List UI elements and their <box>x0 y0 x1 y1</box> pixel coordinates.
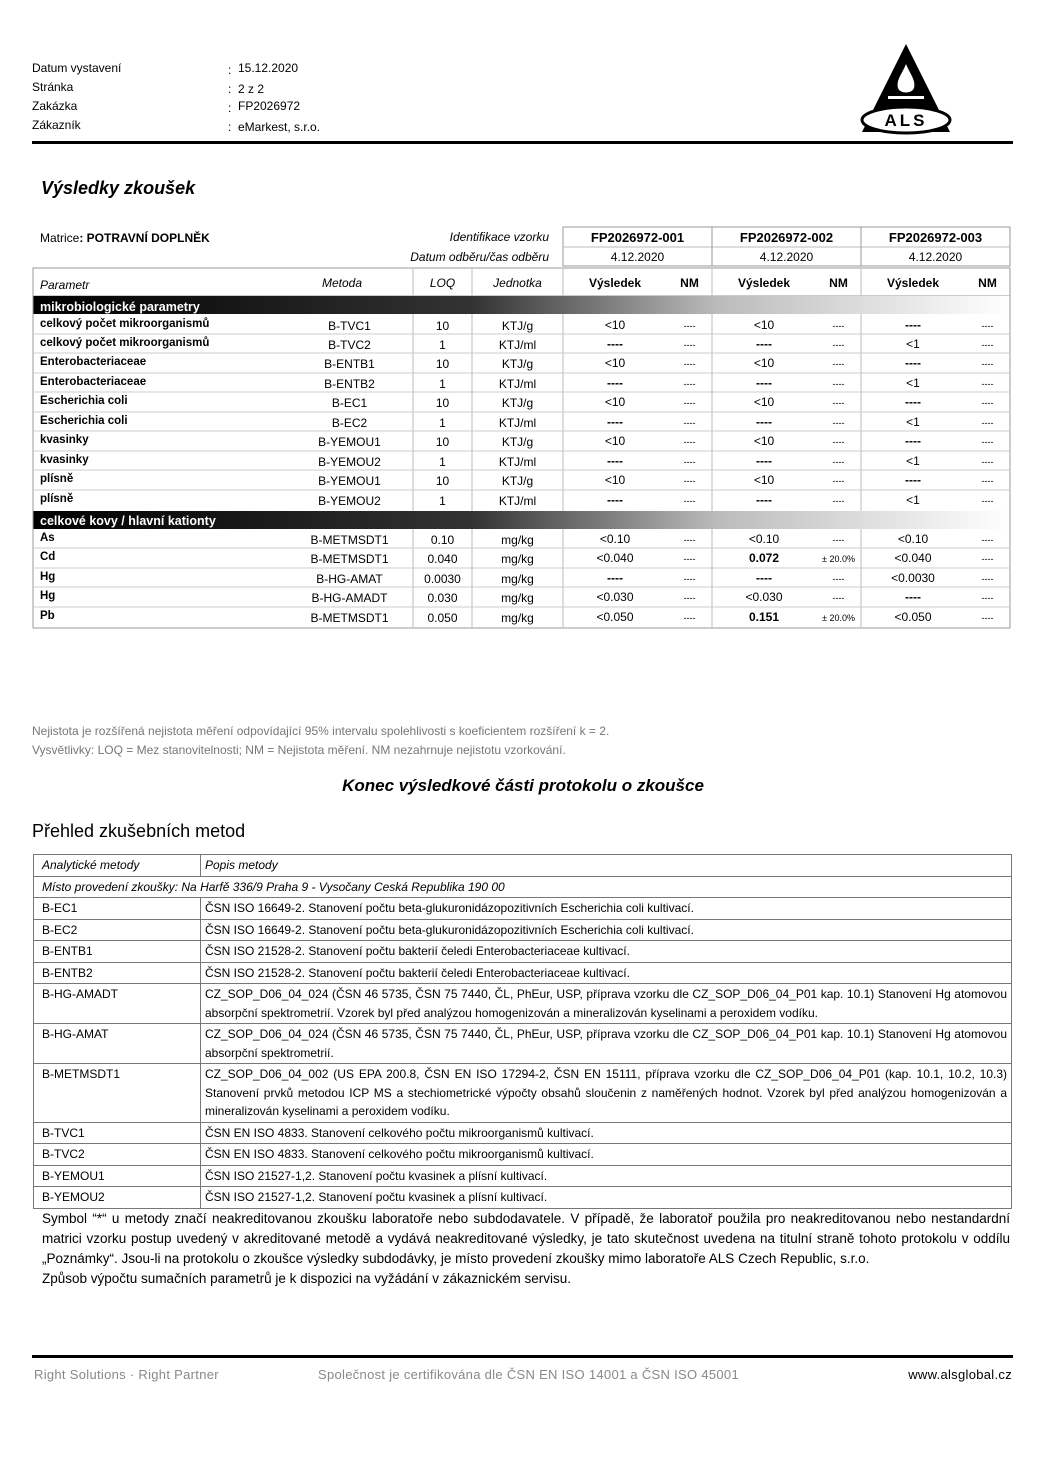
result-uncertainty: ± 20.0% <box>822 613 855 623</box>
result-uncertainty: ---- <box>981 437 994 447</box>
footer-rule <box>32 1355 1013 1358</box>
method-description: ČSN EN ISO 4833. Stanovení celkového počtu mikroorganismů kultivací. <box>201 1144 1012 1166</box>
result-uncertainty: ---- <box>683 613 696 623</box>
result-param: Enterobacteriaceae <box>40 356 147 368</box>
method-description: CZ_SOP_D06_04_002 (US EPA 200.8, ČSN EN ISO 17294-2, ČSN EN 15111, příprava vzorku dle CZ_SOP_D06_04_P01 (kap. 10.1, 10.2, 10.3) Stanovení prvků metodou ICP MS a stechiometrické výpočty obsahů sloučenin z naměřených hodnot. Vzorek byl před analýzou homogenizován a mineralizován kyselinami a peroxidem vodíku. <box>201 1064 1012 1123</box>
result-loq: 10 <box>435 357 450 371</box>
result-value: <0.030 <box>596 590 634 604</box>
result-uncertainty: ---- <box>981 379 994 389</box>
result-method: B-METMSDT1 <box>310 552 389 566</box>
result-param: Cd <box>40 551 56 563</box>
result-param: As <box>40 532 55 544</box>
result-method: B-EC2 <box>331 416 368 430</box>
result-uncertainty: ---- <box>981 398 994 408</box>
result-value: <1 <box>906 415 920 429</box>
result-value: ---- <box>607 376 623 390</box>
result-value: <1 <box>906 454 920 468</box>
result-unit: mg/kg <box>501 552 534 566</box>
method-code: B-EC1 <box>34 898 201 920</box>
method-code: B-TVC1 <box>34 1122 201 1144</box>
result-method: B-YEMOU2 <box>318 494 381 508</box>
methods-col-method: Analytické metody <box>34 855 201 877</box>
result-method: B-YEMOU1 <box>318 474 381 488</box>
result-value: <10 <box>753 434 775 448</box>
result-value: <1 <box>906 337 920 351</box>
methods-body <box>34 898 1012 1209</box>
result-method: B-HG-AMAT <box>316 572 383 586</box>
result-value: <10 <box>753 356 775 370</box>
result-value: <10 <box>604 356 626 370</box>
method-row <box>34 962 1012 984</box>
method-code: B-ENTB2 <box>34 962 201 984</box>
result-param: Pb <box>40 610 55 622</box>
sample-id-3: FP2026972-003 <box>888 230 983 245</box>
header-colon: : <box>228 63 232 77</box>
footer-website[interactable]: www.alsglobal.cz <box>908 1367 1012 1382</box>
result-method: B-TVC1 <box>328 319 371 333</box>
result-method: B-METMSDT1 <box>310 611 389 625</box>
result-value: <1 <box>906 493 920 507</box>
col-nm-1: NM <box>680 276 699 290</box>
result-loq: 0.030 <box>427 591 458 605</box>
result-uncertainty: ---- <box>981 496 994 506</box>
result-value: ---- <box>905 356 921 370</box>
result-uncertainty: ---- <box>683 574 696 584</box>
footer-certification: Společnost je certifikována dle ČSN EN ISO 14001 a ČSN ISO 45001 <box>318 1367 739 1382</box>
result-value: <10 <box>604 434 626 448</box>
result-unit: mg/kg <box>501 611 534 625</box>
result-uncertainty: ---- <box>683 398 696 408</box>
group-title-micro: mikrobiologické parametry <box>40 300 200 314</box>
end-of-results-title: Konec výsledkové části protokolu o zkoušce <box>342 776 704 795</box>
result-uncertainty: ---- <box>832 574 845 584</box>
result-value: <10 <box>753 318 775 332</box>
result-unit: mg/kg <box>501 572 534 586</box>
col-metoda: Metoda <box>322 276 363 290</box>
result-value: <1 <box>906 376 920 390</box>
methods-title: Přehled zkušebních metod <box>32 821 246 841</box>
result-unit: KTJ/ml <box>498 494 537 508</box>
col-result-3: Výsledek <box>886 276 940 290</box>
header-value-issue-date: 15.12.2020 <box>238 61 299 75</box>
result-uncertainty: ---- <box>981 554 994 564</box>
matrix-value: : POTRAVNÍ DOPLNĚK <box>79 231 210 245</box>
result-method: B-HG-AMADT <box>311 591 388 605</box>
result-param: Hg <box>40 571 56 583</box>
result-loq: 1 <box>439 338 446 352</box>
result-uncertainty: ---- <box>683 554 696 564</box>
method-row <box>34 1122 1012 1144</box>
header-value-customer: eMarkest, s.r.o. <box>238 120 321 134</box>
result-value: ---- <box>756 571 772 585</box>
sample-id-2: FP2026972-002 <box>739 230 834 245</box>
result-uncertainty: ---- <box>832 535 845 545</box>
result-unit: KTJ/ml <box>498 338 537 352</box>
methods-place: Místo provedení zkoušky: Na Harfě 336/9 Praha 9 - Vysočany Ceská Republika 190 00 <box>34 876 1012 898</box>
result-method: B-YEMOU1 <box>318 435 381 449</box>
col-nm-3: NM <box>978 276 997 290</box>
method-row <box>34 1144 1012 1166</box>
result-unit: KTJ/ml <box>498 455 537 469</box>
result-loq: 0.10 <box>430 533 455 547</box>
result-method: B-METMSDT1 <box>310 533 389 547</box>
method-code: B-EC2 <box>34 919 201 941</box>
method-row <box>34 1187 1012 1209</box>
header-label-customer: Zákazník <box>32 118 81 132</box>
header-colon: : <box>228 101 232 115</box>
result-uncertainty: ± 20.0% <box>822 554 855 564</box>
result-uncertainty: ---- <box>832 321 845 331</box>
result-uncertainty: ---- <box>981 321 994 331</box>
result-uncertainty: ---- <box>832 437 845 447</box>
result-uncertainty: ---- <box>981 457 994 467</box>
result-uncertainty: ---- <box>832 476 845 486</box>
method-description: ČSN ISO 16649-2. Stanovení počtu beta-glukuronidázopozitivních Escherichia coli kultivací. <box>201 898 1012 920</box>
result-unit: KTJ/ml <box>498 377 537 391</box>
method-row <box>34 898 1012 920</box>
result-param: kvasinky <box>40 434 89 446</box>
result-value: ---- <box>905 473 921 487</box>
result-param: Escherichia coli <box>40 415 128 427</box>
result-value: ---- <box>607 454 623 468</box>
result-uncertainty: ---- <box>683 535 696 545</box>
result-uncertainty: ---- <box>981 535 994 545</box>
result-param: kvasinky <box>40 454 89 466</box>
result-value: <0.030 <box>745 590 783 604</box>
method-description: ČSN ISO 21527-1,2. Stanovení počtu kvasinek a plísní kultivací. <box>201 1187 1012 1209</box>
result-loq: 10 <box>435 435 450 449</box>
result-value: ---- <box>756 376 772 390</box>
result-uncertainty: ---- <box>832 496 845 506</box>
result-uncertainty: ---- <box>832 457 845 467</box>
footnote-sum-params: Způsob výpočtu sumačních parametrů je k dispozici na vyžádání v zákaznickém servisu. <box>42 1271 571 1286</box>
result-loq: 0.040 <box>427 552 458 566</box>
result-method: B-TVC2 <box>328 338 371 352</box>
result-value: <0.040 <box>894 551 932 565</box>
method-description: ČSN ISO 21528-2. Stanovení počtu bakterií čeledi Enterobacteriaceae kultivací. <box>201 962 1012 984</box>
footer-slogan: Right Solutions · Right Partner <box>34 1367 219 1382</box>
method-description: ČSN ISO 21528-2. Stanovení počtu bakterií čeledi Enterobacteriaceae kultivací. <box>201 941 1012 963</box>
result-unit: mg/kg <box>501 533 534 547</box>
result-uncertainty: ---- <box>683 437 696 447</box>
result-method: B-ENTB1 <box>324 357 375 371</box>
header-label-order: Zakázka <box>32 99 78 113</box>
result-value: 0.072 <box>748 551 780 565</box>
result-loq: 1 <box>439 416 446 430</box>
method-code: B-YEMOU1 <box>34 1165 201 1187</box>
header-colon: : <box>228 120 232 134</box>
result-value: ---- <box>905 318 921 332</box>
result-uncertainty: ---- <box>981 476 994 486</box>
result-value: ---- <box>905 590 921 604</box>
result-value: <10 <box>604 395 626 409</box>
result-uncertainty: ---- <box>832 593 845 603</box>
method-row <box>34 1064 1012 1123</box>
result-uncertainty: ---- <box>832 418 845 428</box>
methods-place-row <box>34 876 1012 898</box>
result-unit: KTJ/g <box>501 396 534 410</box>
result-loq: 0.0030 <box>424 572 461 586</box>
result-uncertainty: ---- <box>683 457 696 467</box>
col-jednotka: Jednotka <box>493 276 542 290</box>
method-row <box>34 941 1012 963</box>
result-uncertainty: ---- <box>832 359 845 369</box>
result-uncertainty: ---- <box>832 398 845 408</box>
result-value: <10 <box>753 473 775 487</box>
result-unit: KTJ/g <box>501 435 534 449</box>
result-param: Enterobacteriaceae <box>40 376 147 388</box>
result-value: ---- <box>607 415 623 429</box>
methods-col-desc: Popis metody <box>201 855 1012 877</box>
result-uncertainty: ---- <box>832 340 845 350</box>
result-value: ---- <box>607 337 623 351</box>
legend-note: Vysvětlivky: LOQ = Mez stanovitelnosti; NM = Nejistota měření. NM nezahrnuje nejistotu vzorkování. <box>32 743 566 757</box>
method-description: ČSN ISO 21527-1,2. Stanovení počtu kvasinek a plísní kultivací. <box>201 1165 1012 1187</box>
sample-date-2: 4.12.2020 <box>759 250 814 264</box>
method-row <box>34 984 1012 1024</box>
result-uncertainty: ---- <box>981 593 994 603</box>
sample-id-label: Identifikace vzorku <box>449 230 549 244</box>
header-value-page: 2 z 2 <box>238 82 265 96</box>
method-description: CZ_SOP_D06_04_024 (ČSN 46 5735, ČSN 75 7440, ČL, PhEur, USP, příprava vzorku dle CZ_SOP_D06_04_P01 kap. 10.1) Stanovení Hg atomovou absorpční spektrometrií. Vzorek byl před analýzou homogenizován a mineralizován kyselinami a peroxidem vodíku. <box>201 984 1012 1024</box>
method-code: B-YEMOU2 <box>34 1187 201 1209</box>
header-colon: : <box>228 82 232 96</box>
result-param: celkový počet mikroorganismů <box>40 318 210 330</box>
result-value: ---- <box>607 571 623 585</box>
result-uncertainty: ---- <box>981 359 994 369</box>
result-param: celkový počet mikroorganismů <box>40 337 210 349</box>
result-value: <0.0030 <box>891 571 935 585</box>
result-uncertainty: ---- <box>683 496 696 506</box>
result-loq: 0.050 <box>427 611 458 625</box>
method-code: B-HG-AMAT <box>34 1024 201 1064</box>
result-uncertainty: ---- <box>683 593 696 603</box>
method-code: B-TVC2 <box>34 1144 201 1166</box>
result-loq: 10 <box>435 396 450 410</box>
result-uncertainty: ---- <box>683 418 696 428</box>
result-value: ---- <box>756 454 772 468</box>
methods-table <box>33 854 1012 1209</box>
result-uncertainty: ---- <box>981 340 994 350</box>
result-param: Hg <box>40 590 56 602</box>
result-value: <0.10 <box>599 532 631 546</box>
sample-date-3: 4.12.2020 <box>908 250 963 264</box>
result-param: plísně <box>40 493 74 505</box>
col-result-2: Výsledek <box>737 276 791 290</box>
logo-text: ALS <box>884 111 928 130</box>
result-value: ---- <box>756 415 772 429</box>
sample-date-1: 4.12.2020 <box>610 250 665 264</box>
result-loq: 1 <box>439 455 446 469</box>
result-uncertainty: ---- <box>683 476 696 486</box>
result-uncertainty: ---- <box>683 379 696 389</box>
result-uncertainty: ---- <box>832 379 845 389</box>
result-value: <0.10 <box>897 532 929 546</box>
result-unit: KTJ/ml <box>498 416 537 430</box>
result-method: B-ENTB2 <box>324 377 375 391</box>
col-loq: LOQ <box>429 276 456 290</box>
result-value: ---- <box>607 493 623 507</box>
col-parametr: Parametr <box>40 278 90 292</box>
matrix-label: Matrice <box>40 231 80 245</box>
footnote <box>42 1209 1010 1289</box>
result-param: Escherichia coli <box>40 395 128 407</box>
result-value: <10 <box>604 473 626 487</box>
result-value: <0.040 <box>596 551 634 565</box>
result-value: ---- <box>905 395 921 409</box>
result-loq: 1 <box>439 377 446 391</box>
result-uncertainty: ---- <box>683 359 696 369</box>
result-value: ---- <box>756 337 772 351</box>
sample-id-1: FP2026972-001 <box>590 230 685 245</box>
methods-header-row <box>34 855 1012 877</box>
method-description: ČSN EN ISO 4833. Stanovení celkového počtu mikroorganismů kultivací. <box>201 1122 1012 1144</box>
result-value: 0.151 <box>748 610 780 624</box>
section-title: Výsledky zkoušek <box>41 178 196 198</box>
sample-date-label: Datum odběru/čas odběru <box>410 250 549 264</box>
method-row <box>34 919 1012 941</box>
method-description: ČSN ISO 16649-2. Stanovení počtu beta-glukuronidázopozitivních Escherichia coli kultivací. <box>201 919 1012 941</box>
result-uncertainty: ---- <box>981 418 994 428</box>
result-value: ---- <box>756 493 772 507</box>
result-value: ---- <box>905 434 921 448</box>
result-unit: KTJ/g <box>501 319 534 333</box>
result-unit: mg/kg <box>501 591 534 605</box>
result-value: <0.050 <box>894 610 932 624</box>
result-method: B-YEMOU2 <box>318 455 381 469</box>
method-row <box>34 1165 1012 1187</box>
result-value: <10 <box>753 395 775 409</box>
result-uncertainty: ---- <box>683 321 696 331</box>
col-result-1: Výsledek <box>588 276 642 290</box>
result-param: plísně <box>40 473 74 485</box>
header-label-issue-date: Datum vystavení <box>32 61 122 75</box>
group-title-metals: celkové kovy / hlavní kationty <box>40 514 216 528</box>
result-value: <0.10 <box>748 532 780 546</box>
result-uncertainty: ---- <box>981 613 994 623</box>
header-label-page: Stránka <box>32 80 74 94</box>
result-value: <0.050 <box>596 610 634 624</box>
result-loq: 10 <box>435 319 450 333</box>
result-unit: KTJ/g <box>501 357 534 371</box>
method-description: CZ_SOP_D06_04_024 (ČSN 46 5735, ČSN 75 7440, ČL, PhEur, USP, příprava vzorku dle CZ_SOP_D06_04_P01 kap. 10.1) Stanovení Hg atomovou absorpční spektrometrií. <box>201 1024 1012 1064</box>
header-value-order: FP2026972 <box>238 99 301 113</box>
result-uncertainty: ---- <box>683 340 696 350</box>
method-code: B-ENTB1 <box>34 941 201 963</box>
result-method: B-EC1 <box>331 396 368 410</box>
result-loq: 10 <box>435 474 450 488</box>
method-code: B-HG-AMADT <box>34 984 201 1024</box>
method-code: B-METMSDT1 <box>34 1064 201 1123</box>
result-loq: 1 <box>439 494 446 508</box>
col-nm-2: NM <box>829 276 848 290</box>
method-row <box>34 1024 1012 1064</box>
result-uncertainty: ---- <box>981 574 994 584</box>
result-value: <10 <box>604 318 626 332</box>
result-unit: KTJ/g <box>501 474 534 488</box>
footnote-symbol: Symbol “*“ u metody značí neakreditovanou zkoušku laboratoře nebo subdodavatele. V případě, že laboratoř použila pro neakreditovanou nebo nestandardní matrici vzorku postup uvedený v akreditované metodě a vydává neakreditované výsledky, je tato skutečnost uvedena na titulní straně tohoto protokolu v oddílu „Poznámky“. Jsou-li na protokolu o zkoušce výsledky subdodávky, je místo provedení zkoušky mimo laboratoře ALS Czech Republic, s.r.o. <box>42 1211 1010 1266</box>
uncertainty-note: Nejistota je rozšířená nejistota měření odpovídající 95% intervalu spolehlivosti s koeficientem rozšíření k = 2. <box>32 724 610 738</box>
